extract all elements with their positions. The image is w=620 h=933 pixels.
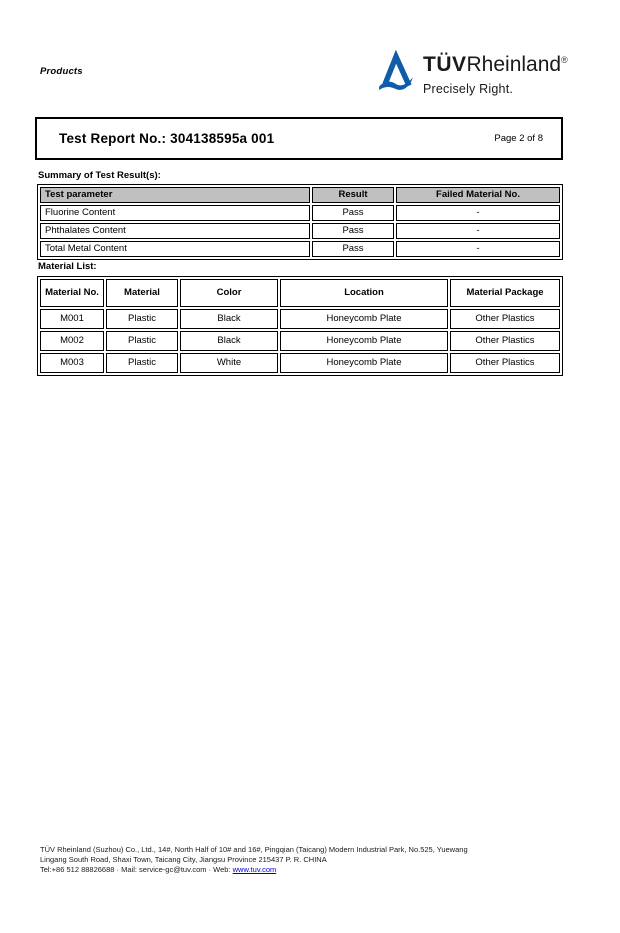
table-cell: Phthalates Content [40,223,310,239]
table-cell: Plastic [106,353,178,373]
table-cell: White [180,353,278,373]
footer-address-line1: TÜV Rheinland (Suzhou) Co., Ltd., 14#, North Half of 10# and 16#, Pingqian (Taicang) Modern Industrial Park, No.525, Yuewang [40,845,468,854]
tuv-triangle-icon [378,50,414,94]
summary-table-body [40,205,560,257]
tuv-website-link[interactable]: www.tuv.com [232,865,277,874]
table-cell: Other Plastics [450,309,560,329]
table-cell: M003 [40,353,104,373]
table-cell: Honeycomb Plate [280,331,448,351]
table-cell: - [396,223,560,239]
summary-section-heading: Summary of Test Result(s): [38,170,161,181]
table-row [40,205,560,221]
table-cell: M002 [40,331,104,351]
registered-trademark-symbol: ® [561,55,568,65]
material-section-heading: Material List: [38,261,97,272]
table-cell: Total Metal Content [40,241,310,257]
table-cell: Pass [312,241,394,257]
table-row [40,309,560,329]
tuv-rheinland-logo [378,50,568,96]
column-header: Material No. [40,279,104,307]
table-cell: Black [180,309,278,329]
table-cell: Fluorine Content [40,205,310,221]
report-number-title: Test Report No.: 304138595a 001 [59,131,275,146]
column-header: Test parameter [40,187,310,203]
table-cell: Honeycomb Plate [280,309,448,329]
table-header-row [40,279,560,307]
table-cell: - [396,241,560,257]
table-cell: Pass [312,205,394,221]
company-footer [40,845,580,875]
logo-tagline: Precisely Right. [423,82,514,96]
table-row [40,353,560,373]
table-cell: Plastic [106,331,178,351]
table-cell: Plastic [106,309,178,329]
column-header: Color [180,279,278,307]
column-header: Failed Material No. [396,187,560,203]
report-header-box [35,117,563,160]
table-row [40,223,560,239]
page-indicator: Page 2 of 8 [494,133,543,144]
footer-address-line2: Lingang South Road, Shaxi Town, Taicang City, Jiangsu Province 215437 P. R. CHINA [40,855,327,864]
table-cell: Other Plastics [450,331,560,351]
products-label: Products [40,66,83,77]
footer-contact-text: Tel:+86 512 88826688 · Mail: service-gc@tuv.com · Web: [40,865,233,874]
table-row [40,241,560,257]
logo-wordmark [423,54,568,79]
column-header: Material [106,279,178,307]
logo-text-block [423,50,568,96]
table-cell: Honeycomb Plate [280,353,448,373]
logo-rheinland-text: Rheinland [466,53,562,76]
table-header-row [40,187,560,203]
table-cell: M001 [40,309,104,329]
summary-results-table [37,184,563,260]
table-cell: Other Plastics [450,353,560,373]
material-table-body [40,309,560,373]
table-row [40,331,560,351]
table-cell: Pass [312,223,394,239]
footer-contact-line [40,865,580,875]
material-table-head [40,279,560,307]
logo-tuv-text: TÜV [423,53,467,76]
summary-table-head [40,187,560,203]
column-header: Material Package [450,279,560,307]
material-list-table [37,276,563,376]
column-header: Result [312,187,394,203]
column-header: Location [280,279,448,307]
table-cell: Black [180,331,278,351]
table-cell: - [396,205,560,221]
